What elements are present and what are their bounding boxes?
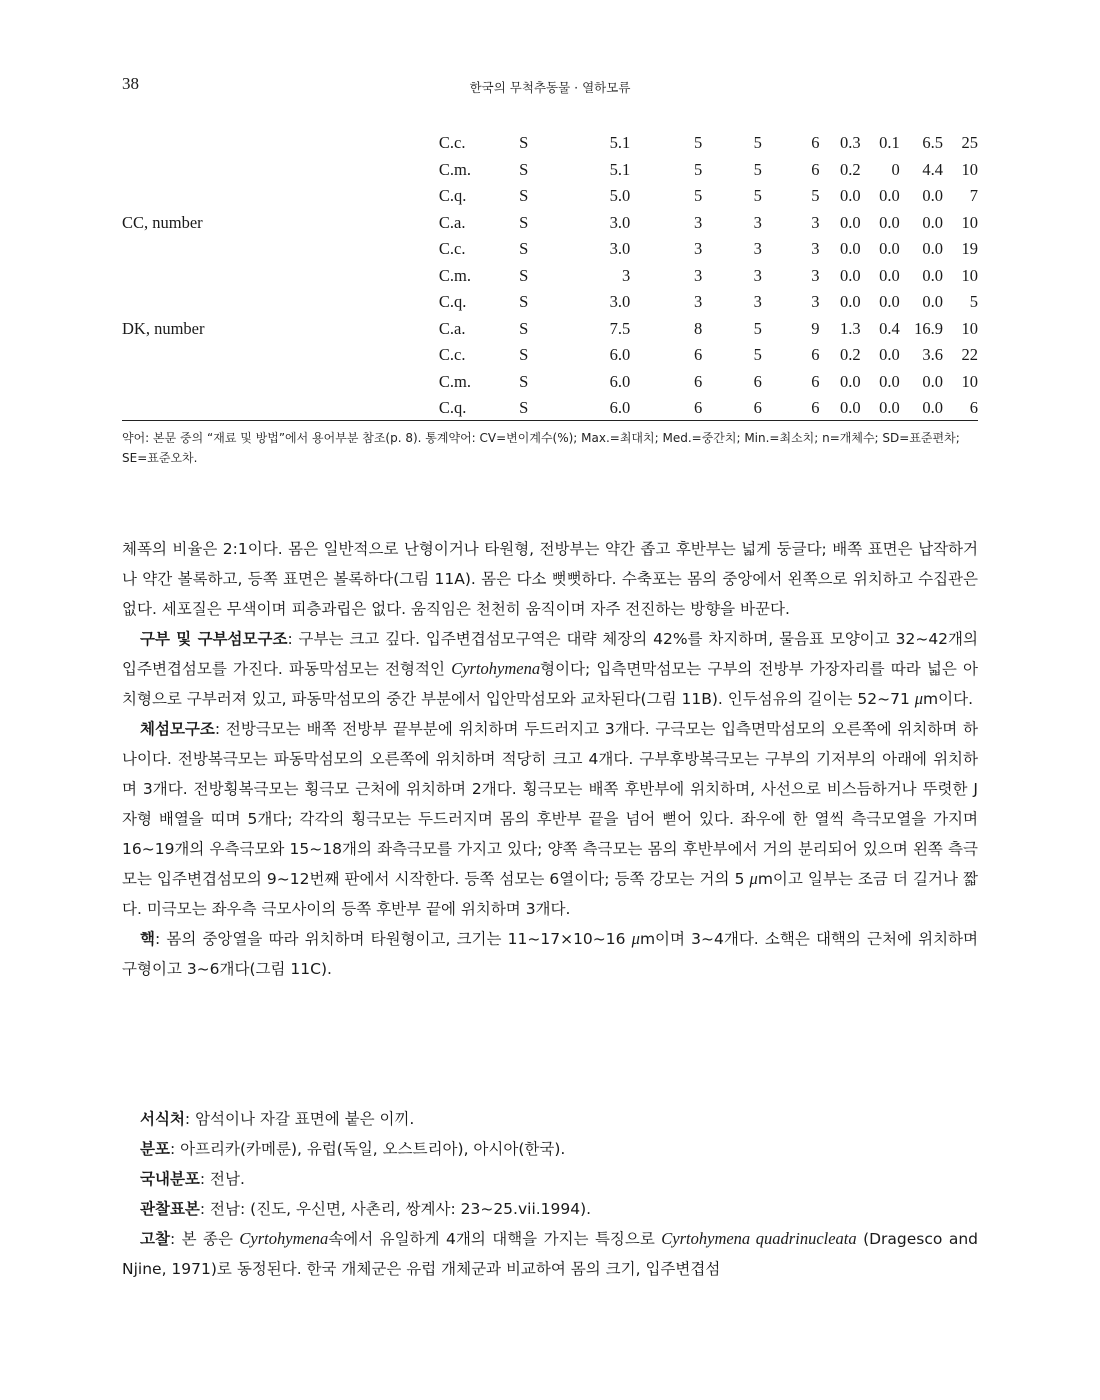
table-cell: 6.0 (609, 371, 631, 391)
table-cell: 10 (961, 212, 978, 232)
text: : 전방극모는 배쪽 전방부 끝부분에 위치하며 두드러지고 3개다. 구극모는 입측면막섬모의 오른쪽에 위치하며 하나이다. 전방복극모는 파동막섬모의 오른쪽에 위치하며 적당히 크고 4개다. 구부후방복극모는 구부의 기저부의 아래에 위치하며 3개다. 전방횡복극모는 횡극모 근처에 위치하며 2개다. 횡극모는 배쪽 후반부에 위치하며, 사선으로 비스듬하거나 뚜렷한 J자형 배열을 띠며 5개다; 각각의 횡극모는 두드러지며 몸의 후반부 끝을 넘어 뻗어 있다. 좌우에 한 열씩 측극모열을 가지며 16~19개의 우측극모와 15~18개의 좌측극모를 가지고 있다; 양쪽 측극모는 몸의 후반부에서 거의 분리되어 있으며 왼쪽 측극모는 입주변겹섬모의 9~12번째 판에서 시작한다. 등쪽 섬모는 6열이다; 등쪽 강모는 거의 5 (122, 720, 978, 888)
status-code: S (519, 292, 529, 312)
table-cell: 5 (694, 159, 703, 179)
table-cell: 3 (811, 292, 820, 312)
row-label: CC, number (122, 212, 203, 232)
table-cell: 3 (753, 292, 762, 312)
table-cell: 5 (811, 186, 820, 206)
table-cell: 16.9 (914, 318, 943, 338)
table-cell: 0.0 (840, 398, 861, 418)
genus-name: Cyrtohymena (239, 1229, 329, 1248)
heading-habitat: 서식처 (140, 1110, 185, 1128)
row-label (122, 236, 439, 263)
table-cell: 6.0 (609, 398, 631, 418)
table-row (122, 289, 978, 316)
paragraph-distribution (122, 1134, 978, 1164)
species-abbrev: C.m. (438, 371, 471, 391)
species-abbrev: C.q. (438, 292, 467, 312)
status-code: S (519, 159, 529, 179)
table-cell: 0.0 (840, 212, 861, 232)
table-cell: 0.0 (840, 371, 861, 391)
table-cell: 0.2 (840, 159, 861, 179)
table-row (122, 342, 978, 369)
table-cell: 5 (753, 186, 762, 206)
table-cell: 6 (694, 371, 703, 391)
row-label (122, 342, 439, 369)
row-label (122, 369, 439, 396)
body-text-upper (122, 534, 978, 984)
text: : 암석이나 자갈 표면에 붙은 이끼. (184, 1110, 415, 1128)
table-cell: 0.0 (840, 239, 861, 259)
species-abbrev: C.q. (438, 398, 467, 418)
text: : 전남: (진도, 우신면, 사촌리, 쌍계사: 23~25.vii.1994). (199, 1200, 592, 1218)
species-name: Cyrtohymena quadrinucleata (661, 1229, 857, 1248)
table-cell: 0.0 (879, 186, 900, 206)
table-cell: 0 (891, 159, 900, 179)
status-code: S (519, 345, 529, 365)
table-cell: 7.5 (609, 318, 631, 338)
table-cell: 3 (811, 212, 820, 232)
table-cell: 0.1 (879, 133, 900, 153)
table-cell: 5 (969, 292, 978, 312)
table-cell: 6 (811, 133, 820, 153)
table-bottom-rule (122, 420, 978, 421)
table-cell: 3 (811, 239, 820, 259)
paragraph-somatic-ciliature (122, 714, 978, 924)
table-cell: 10 (961, 265, 978, 285)
table-row (122, 263, 978, 290)
table-cell: 10 (961, 318, 978, 338)
table-cell: 0.0 (879, 371, 900, 391)
heading-specimens: 관찰표본 (140, 1200, 200, 1218)
table-cell: 0.0 (922, 239, 943, 259)
table-cell: 6.5 (922, 133, 943, 153)
heading-oral-structure: 구부 및 구부섬모구조 (140, 630, 288, 648)
table-cell: 5 (753, 159, 762, 179)
table-cell: 3.0 (609, 292, 631, 312)
table-cell: 5 (694, 186, 703, 206)
table-cell: 0.4 (879, 318, 900, 338)
table-cell: 3.6 (922, 345, 943, 365)
heading-distribution: 분포 (140, 1140, 170, 1158)
table-cell: 0.0 (922, 398, 943, 418)
table-cell: 6 (811, 371, 820, 391)
table-cell: 0.0 (840, 292, 861, 312)
table-cell: 3.0 (609, 212, 631, 232)
status-code: S (519, 212, 529, 232)
table-row (122, 316, 978, 343)
species-abbrev: C.q. (438, 186, 467, 206)
unit-mu: μ (631, 929, 640, 948)
species-abbrev: C.a. (438, 318, 466, 338)
text: : 전남. (199, 1170, 245, 1188)
text: m이고 일부는 조금 더 길거나 짧다. 미극모는 좌우측 극모사이의 등쪽 후반부 끝에 위치하며 3개다. (122, 870, 978, 918)
table-cell: 0.0 (922, 186, 943, 206)
paragraph-remarks (122, 1224, 978, 1284)
paragraph-description: 체폭의 비율은 2:1이다. 몸은 일반적으로 난형이거나 타원형, 전방부는 약간 좁고 후반부는 넓게 둥글다; 배쪽 표면은 납작하거나 약간 볼록하고, 등쪽 표면은 볼록하다(그림 11A). 몸은 다소 뻣뻣하다. 수축포는 몸의 중앙에서 왼쪽으로 위치하고 수집관은 없다. 세포질은 무색이며 피층과립은 없다. 움직임은 천천히 움직이며 자주 전진하는 방향을 바꾼다. (122, 540, 978, 618)
body-text-lower (122, 1104, 978, 1284)
paragraph-korean-distribution (122, 1164, 978, 1194)
species-abbrev: C.c. (438, 345, 466, 365)
species-abbrev: C.m. (438, 159, 471, 179)
table-cell: 0.0 (879, 345, 900, 365)
text: (Dragesco and Njine, 1971)로 동정된다. 한국 개체군은 유럽 개체군과 비교하여 몸의 크기, 입주변겹섬 (122, 1230, 978, 1278)
table-cell: 3 (621, 265, 631, 285)
table-cell: 3 (694, 212, 703, 232)
table-cell: 3 (811, 265, 820, 285)
table-cell: 5 (753, 318, 762, 338)
table-cell: 19 (961, 239, 978, 259)
paragraph-oral-structure (122, 624, 978, 714)
table-cell: 7 (969, 186, 978, 206)
table-cell: 3 (694, 239, 703, 259)
table-cell: 0.0 (879, 398, 900, 418)
status-code: S (519, 398, 529, 418)
table-cell: 0.0 (922, 371, 943, 391)
table-cell: 6 (753, 398, 762, 418)
table-cell: 5 (694, 133, 703, 153)
page-header (122, 74, 978, 98)
table-row (122, 210, 978, 237)
species-abbrev: C.a. (438, 212, 466, 232)
table-cell: 6 (969, 398, 978, 418)
table-cell: 5.1 (609, 159, 631, 179)
species-abbrev: C.c. (438, 239, 466, 259)
page-number: 38 (122, 74, 139, 93)
table-row (122, 130, 978, 157)
table-cell: 0.0 (840, 265, 861, 285)
row-label (122, 183, 439, 210)
paragraph-habitat (122, 1104, 978, 1134)
species-abbrev: C.m. (438, 265, 471, 285)
table-cell: 10 (961, 159, 978, 179)
table-cell: 6 (811, 159, 820, 179)
table-cell: 5.0 (609, 186, 631, 206)
table-cell: 0.0 (879, 292, 900, 312)
row-label (122, 263, 439, 290)
genus-name: Cyrtohymena (451, 659, 541, 678)
table-cell: 0.0 (879, 265, 900, 285)
table-cell: 3 (753, 265, 762, 285)
table-cell: 22 (961, 345, 978, 365)
heading-korean-distribution: 국내분포 (140, 1170, 200, 1188)
table-cell: 3 (753, 239, 762, 259)
table-cell: 6 (694, 345, 703, 365)
text: m이다. (923, 690, 974, 708)
statistics-table (122, 130, 978, 422)
table-row (122, 183, 978, 210)
text: : 몸의 중앙열을 따라 위치하며 타원형이고, 크기는 11~17×10~16 (154, 930, 632, 948)
table-cell: 0.3 (840, 133, 861, 153)
status-code: S (519, 371, 529, 391)
status-code: S (519, 239, 529, 259)
table-cell: 0.0 (922, 212, 943, 232)
table-row (122, 369, 978, 396)
row-label (122, 289, 439, 316)
row-label (122, 130, 439, 157)
table-row (122, 236, 978, 263)
table-cell: 3 (694, 265, 703, 285)
table-cell: 5.1 (609, 133, 631, 153)
table-cell: 6.0 (609, 345, 631, 365)
status-code: S (519, 186, 529, 206)
table-cell: 10 (961, 371, 978, 391)
table-cell: 3 (753, 212, 762, 232)
text: m이며 3~4개다. 소핵은 대핵의 근처에 위치하며 구형이고 3~6개다(그림 11C). (122, 930, 978, 978)
table-footnote: 약어: 본문 중의 “재료 및 방법”에서 용어부분 참조(p. 8). 통계약어: CV=변이계수(%); Max.=최대치; Med.=중간치; Min.=최소치; n=개체수; SD=표준편차; SE=표준오차. (122, 431, 960, 465)
species-abbrev: C.c. (438, 133, 466, 153)
table-cell: 5 (753, 133, 762, 153)
table-cell: 4.4 (922, 159, 943, 179)
table-cell: 6 (811, 345, 820, 365)
table-cell: 25 (961, 133, 978, 153)
table-body (122, 130, 978, 422)
row-label: DK, number (122, 318, 205, 338)
table-cell: 0.0 (840, 186, 861, 206)
table-cell: 8 (694, 318, 703, 338)
table-cell: 3 (694, 292, 703, 312)
text: : 구부는 크고 깊다. 입주변겹섬모구역은 대략 체장의 42%를 차지하며, 물음표 모양이고 32~42개의 입주변겹섬모를 가진다. 파동막섬모는 전형적인 (122, 630, 978, 678)
table-cell: 3.0 (609, 239, 631, 259)
paragraph-nucleus (122, 924, 978, 984)
table-cell: 0.0 (922, 265, 943, 285)
heading-somatic-ciliature: 체섬모구조 (140, 720, 215, 738)
table-cell: 0.0 (922, 292, 943, 312)
table-row (122, 157, 978, 184)
table-cell: 6 (694, 398, 703, 418)
status-code: S (519, 265, 529, 285)
heading-nucleus: 핵 (140, 930, 155, 948)
table-cell: 0.0 (879, 239, 900, 259)
table-cell: 0.0 (879, 212, 900, 232)
status-code: S (519, 133, 529, 153)
text: 속에서 유일하게 4개의 대핵을 가지는 특징으로 (328, 1230, 662, 1248)
heading-remarks: 고찰 (140, 1230, 170, 1248)
table-cell: 9 (811, 318, 820, 338)
text: 형이다; 입측면막섬모는 구부의 전방부 가장자리를 따라 넓은 아치형으로 구부러져 있고, 파동막섬모의 중간 부분에서 입안막섬모와 교차된다(그림 11B). 인두섬유의 길이는 52~71 (122, 660, 978, 708)
table-row (122, 395, 978, 422)
table-cell: 0.2 (840, 345, 861, 365)
row-label (122, 395, 439, 422)
running-title: 한국의 무척추동물 · 열하모류 (469, 80, 631, 95)
paragraph-specimens (122, 1194, 978, 1224)
row-label (122, 157, 439, 184)
text: : 아프리카(카메룬), 유럽(독일, 오스트리아), 아시아(한국). (169, 1140, 566, 1158)
table-cell: 6 (753, 371, 762, 391)
text: : 본 종은 (169, 1230, 240, 1248)
table-cell: 5 (753, 345, 762, 365)
unit-mu: μ (914, 689, 924, 708)
unit-mu: μ (749, 869, 758, 888)
status-code: S (519, 318, 529, 338)
table-cell: 1.3 (840, 318, 861, 338)
table-cell: 6 (811, 398, 820, 418)
